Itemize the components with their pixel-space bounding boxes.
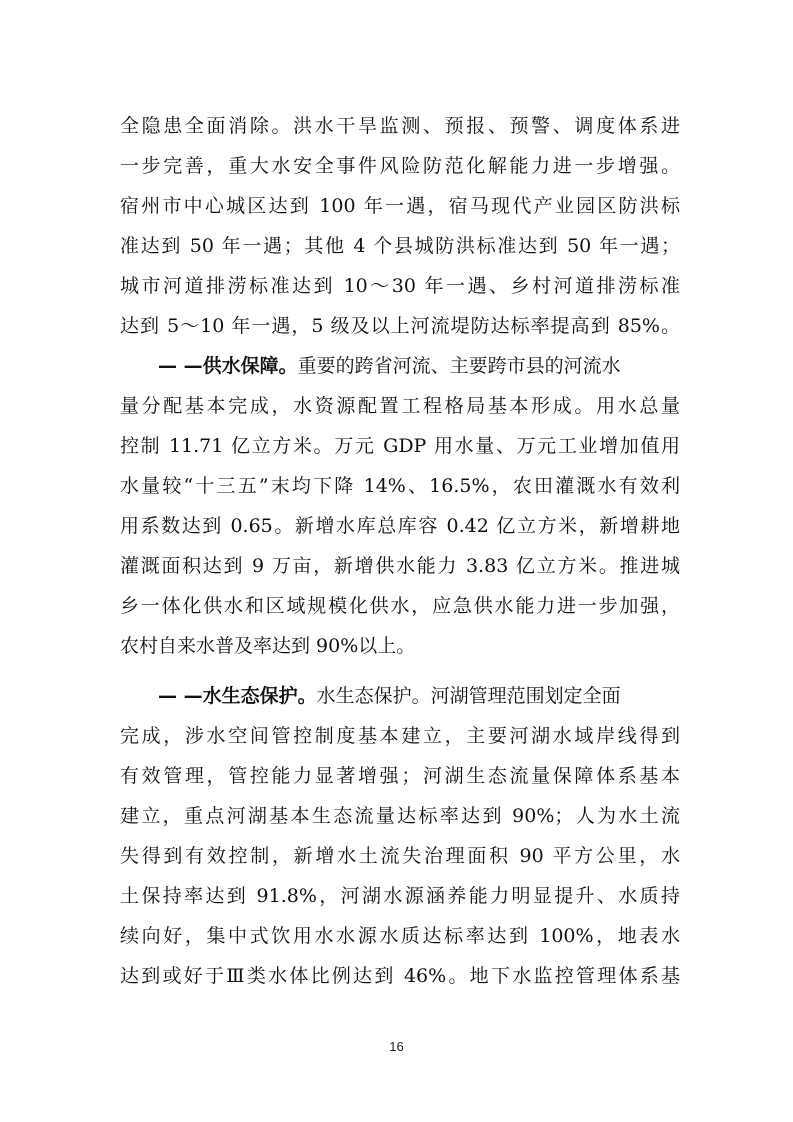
supply-text-line: 用系数达到 0.65。新增水库总库容 0.42 亿立方米，新增耕地	[120, 515, 680, 537]
ecology-text-line: 完成，涉水空间管控制度基本建立，主要河湖水域岸线得到	[120, 725, 680, 747]
text-line-4: 准达到 50 年一遇；其他 4 个县城防洪标准达到 50 年一遇；	[120, 235, 680, 257]
supply-text-line: 农村自来水普及率达到 90%以上。	[120, 635, 416, 657]
ecology-text-line: 建立，重点河湖基本生态流量达标率达到 90%；人为水土流	[120, 805, 680, 827]
ecology-section-first-line	[158, 676, 680, 716]
supply-section-heading: — —供水保障。	[158, 355, 298, 377]
ecology-text-line: 达到或好于Ⅲ类水体比例达到 46%。地下水监控管理体系基	[120, 965, 680, 987]
ecology-text-line: 续向好，集中式饮用水水源水质达标率达到 100%，地表水	[120, 925, 680, 947]
ecology-section-first-text: 水生态保护。河湖管理范围划定全面	[316, 685, 621, 707]
supply-text-line: 水量较“十三五”末均下降 14%、16.5%，农田灌溉水有效利	[120, 475, 680, 497]
ecology-text-line: 土保持率达到 91.8%，河湖水源涵养能力明显提升、水质持	[120, 885, 680, 907]
text-line-1: 全隐患全面消除。洪水干旱监测、预报、预警、调度体系进	[120, 115, 680, 137]
page-number: 16	[389, 1039, 404, 1054]
supply-text-line: 乡一体化供水和区域规模化供水，应急供水能力进一步加强，	[120, 595, 680, 617]
text-line-6: 达到 5～10 年一遇，5 级及以上河流堤防达标率提高到 85%。	[120, 315, 680, 337]
supply-text-line: 控制 11.71 亿立方米。万元 GDP 用水量、万元工业增加值用	[120, 435, 680, 457]
text-line-2: 一步完善，重大水安全事件风险防范化解能力进一步增强。	[120, 155, 680, 177]
supply-section-first-text: 重要的跨省河流、主要跨市县的河流水	[297, 355, 621, 377]
supply-text-line: 灌溉面积达到 9 万亩，新增供水能力 3.83 亿立方米。推进城	[120, 555, 680, 577]
supply-text-line: 量分配基本完成，水资源配置工程格局基本形成。用水总量	[120, 395, 680, 417]
text-line-5: 城市河道排涝标准达到 10～30 年一遇、乡村河道排涝标准	[120, 275, 680, 297]
supply-section-first-line	[158, 346, 680, 386]
text-line-3: 宿州市中心城区达到 100 年一遇，宿马现代产业园区防洪标	[120, 195, 680, 217]
ecology-section-heading: — —水生态保护。	[158, 685, 317, 707]
ecology-text-line: 有效管理，管控能力显著增强；河湖生态流量保障体系基本	[120, 765, 680, 787]
ecology-text-line: 失得到有效控制，新增水土流失治理面积 90 平方公里，水	[120, 845, 680, 867]
